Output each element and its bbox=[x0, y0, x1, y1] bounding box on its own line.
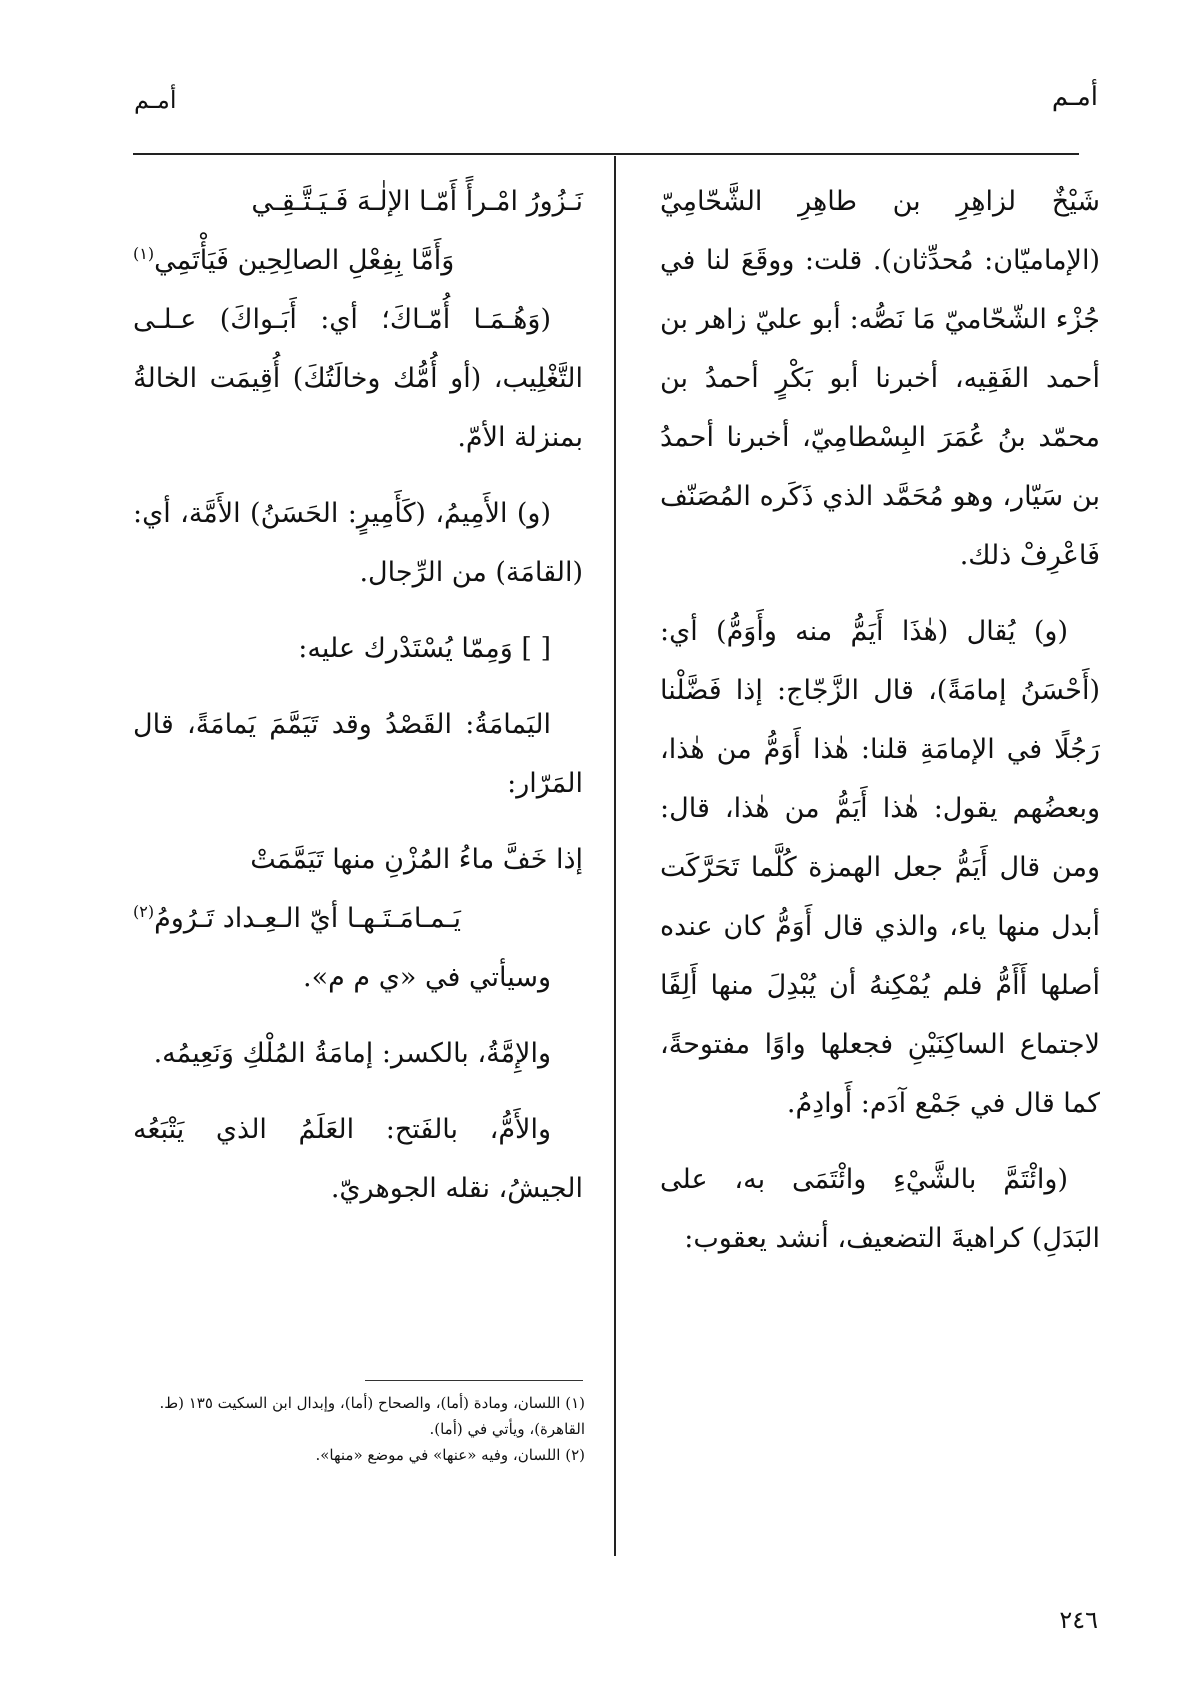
verse-text: وَأَمَّا بِفِعْلِ الصالِحِين فَيَأْتَمِي bbox=[154, 245, 455, 276]
footnote: (١) اللسان، ومادة (أما)، والصحاح (أما)، وإبدال ابن السكيت ١٣٥ (ط. القاهرة)، ويأتي في (أما). bbox=[159, 1394, 585, 1438]
paragraph: (و) الأَمِيمُ، (كَأَمِيرٍ: الحَسَنُ) الأَمَّة، أي: (القامَة) من الرِّجال. bbox=[133, 498, 583, 588]
footnote-rule bbox=[365, 1380, 583, 1381]
footnote-ref: (١) bbox=[133, 244, 155, 263]
footnotes bbox=[140, 1390, 585, 1468]
right-column bbox=[660, 172, 1100, 1285]
header-keyword-left: أمـم bbox=[134, 86, 177, 114]
verse-hemistich: إذا خَفَّ ماءُ المُزْنِ منها تَيَمَّمَتْ bbox=[250, 844, 583, 875]
verse-hemistich bbox=[133, 231, 583, 290]
paragraph: (وَهُـمَـا أُمّـاكَ؛ أي: أَبَـواكَ) عـلـى التَّغْلِيب، (أو أُمُّك وخالَتُكَ) أُقِيمَت الخالةُ بمنزلة الأمّ. bbox=[133, 304, 583, 453]
paragraph: (و) يُقال (هٰذَا أَيَمُّ منه وأَوَمُّ) أي: (أَحْسَنُ إمامَةً)، قال الزَّجّاج: إذا فَضَّلْنا رَجُلًا في الإمامَةِ قلنا: هٰذا أَوَمُّ من هٰذا، وبعضُهم يقول: هٰذا أَيَمُّ من هٰذا، قال: ومن قال أَيَمُّ جعل الهمزة كُلَّما تَحَرَّكَت أبدل منها ياء، والذي قال أَوَمُّ كان عنده أصلها أَأَمُّ فلم يُمْكِنهُ أن يُبْدِلَ منها أَلِفًا لاجتماع الساكِنَيْنِ فجعلها واوًا مفتوحةً، كما قال في جَمْع آدَم: أَوادِمُ. bbox=[660, 616, 1100, 1119]
paragraph: والأَمُّ، بالفَتح: العَلَمُ الذي يَتْبَعُه الجيشُ، نقله الجوهريّ. bbox=[133, 1114, 583, 1204]
header-rule bbox=[133, 153, 1079, 155]
verse bbox=[133, 172, 583, 290]
verse-hemistich bbox=[133, 889, 583, 948]
verse-hemistich: نَـزُورُ امْـرأً أَمّـا الإلٰـهَ فَـيَـتَّـقِـي bbox=[251, 186, 583, 217]
paragraph: [ ] وَمِمّا يُسْتَدْرك عليه: bbox=[298, 633, 551, 664]
paragraph: والإِمَّةُ، بالكسر: إمامَةُ المُلْكِ وَنَعِيمُه. bbox=[153, 1038, 551, 1069]
paragraph: (وائْتَمَّ بالشَّيْءِ وائْتَمَى به، على البَدَلِ) كراهيةَ التضعيف، أنشد يعقوب: bbox=[660, 1164, 1100, 1254]
verse bbox=[133, 830, 583, 948]
footnote-ref: (٢) bbox=[133, 902, 155, 921]
left-column bbox=[133, 172, 583, 1235]
verse-text: يَـمـامَـتَـهـا أيّ الـعِـداد تَـرُومُ bbox=[154, 903, 462, 934]
paragraph: اليَمامَةُ: القَصْدُ وقد تَيَمَّمَ يَمامَةً، قال المَرّار: bbox=[133, 709, 583, 799]
column-divider bbox=[614, 156, 616, 1556]
paragraph: وسيأتي في «ي م م». bbox=[303, 962, 551, 993]
page-number: ٢٤٦ bbox=[1059, 1606, 1098, 1634]
paragraph: شَيْخٌ لزاهِرِ بن طاهِرِ الشَّحّامِيّ (الإماميّان: مُحدِّثان). قلت: ووقَعَ لنا في جُزْء الشّحّاميّ مَا نَصُّه: أبو عليّ زاهر بن أحمد الفَقِيه، أخبرنا أبو بَكْرٍ أحمدُ بن محمّد بنُ عُمَرَ البِسْطامِيّ، أخبرنا أحمدُ بن سَيّار، وهو مُحَمَّد الذي ذَكَره المُصَنّف فَاعْرِفْ ذلك. bbox=[660, 186, 1100, 571]
header-keyword-right: أمـم bbox=[1051, 82, 1098, 112]
footnote: (٢) اللسان، وفيه «عنها» في موضع «منها». bbox=[315, 1446, 585, 1464]
